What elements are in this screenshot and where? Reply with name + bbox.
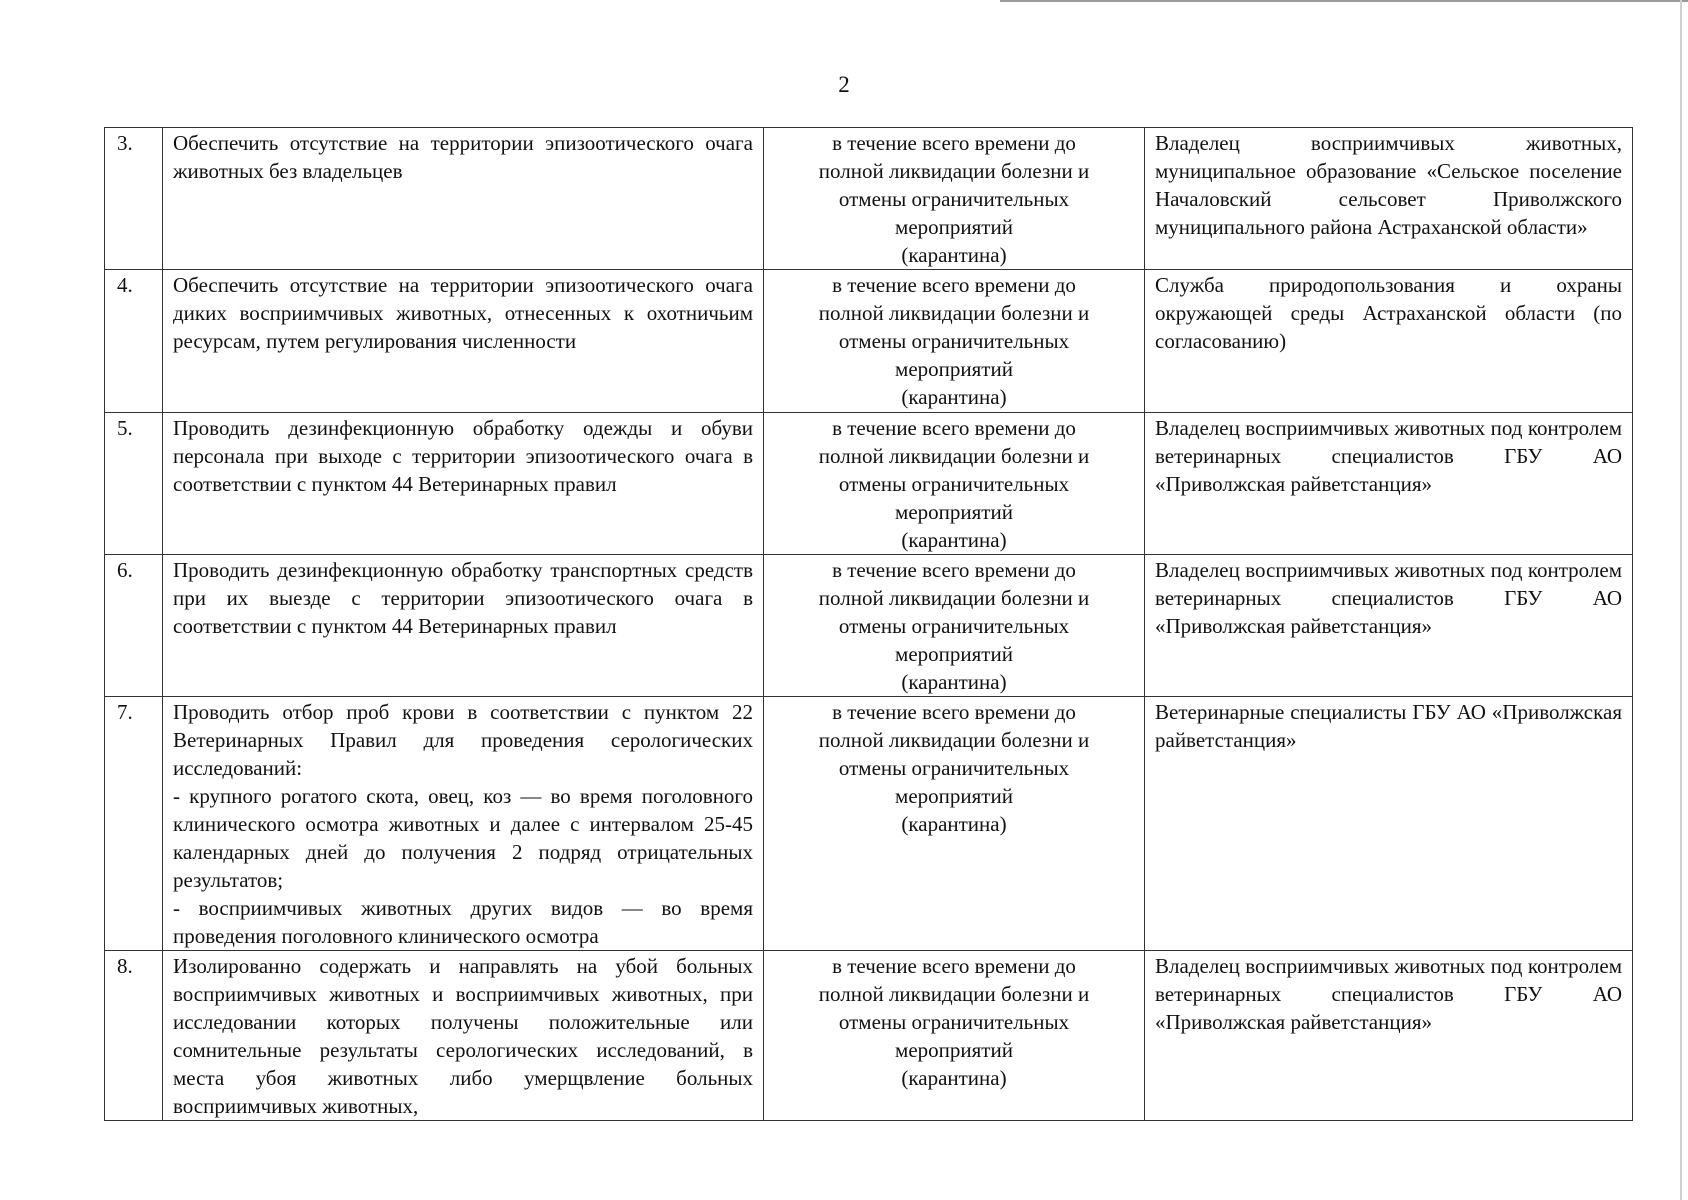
term-cell <box>764 413 1145 555</box>
term-line: в течение всего времени до <box>832 131 1076 155</box>
term-line: (карантина) <box>901 670 1007 694</box>
responsible-cell: Владелец восприимчивых животных под контролем ветеринарных специалистов ГБУ АО «Приволжская райветстанция» <box>1145 951 1633 1121</box>
row-number: 5. <box>105 413 163 555</box>
scan-edge-top <box>1000 0 1688 2</box>
term-cell <box>764 951 1145 1121</box>
measure-cell <box>163 697 764 951</box>
term-line: мероприятий <box>895 642 1013 666</box>
term-line: мероприятий <box>895 500 1013 524</box>
term-line: полной ликвидации болезни и <box>818 728 1090 752</box>
row-number: 8. <box>105 951 163 1121</box>
responsible-cell: Владелец восприимчивых животных под контролем ветеринарных специалистов ГБУ АО «Приволжская райветстанция» <box>1145 413 1633 555</box>
responsible-cell: Служба природопользования и охраны окружающей среды Астраханской области (по согласованию) <box>1145 270 1633 413</box>
row-number: 3. <box>105 128 163 270</box>
term-line: (карантина) <box>901 243 1007 267</box>
measure-paragraph: - крупного рогатого скота, овец, коз — во время поголовного клинического осмотра животных и далее с интервалом 25-45 календарных дней до получения 2 подряд отрицательных результатов; <box>173 784 753 892</box>
table-row <box>105 555 1633 697</box>
measure-paragraph: Проводить отбор проб крови в соответствии с пунктом 22 Ветеринарных Правил для проведения серологических исследований: <box>173 700 753 780</box>
table-row <box>105 697 1633 951</box>
row-number: 7. <box>105 697 163 951</box>
responsible-cell: Владелец восприимчивых животных под контролем ветеринарных специалистов ГБУ АО «Приволжская райветстанция» <box>1145 555 1633 697</box>
term-line: в течение всего времени до <box>832 700 1076 724</box>
term-line: мероприятий <box>895 1038 1013 1062</box>
term-line: полной ликвидации болезни и <box>818 159 1090 183</box>
term-line: в течение всего времени до <box>832 273 1076 297</box>
measures-table <box>104 127 1633 1121</box>
term-line: полной ликвидации болезни и <box>818 982 1090 1006</box>
measure-cell: Изолированно содержать и направлять на убой больных восприимчивых животных и восприимчивых животных, при исследовании которых получены положительные или сомнительные результаты серологических исследований, в места убоя животных либо умерщвление больных восприимчивых животных, <box>163 951 764 1121</box>
measure-cell: Обеспечить отсутствие на территории эпизоотического очага животных без владельцев <box>163 128 764 270</box>
term-line: в течение всего времени до <box>832 558 1076 582</box>
term-line: отмены ограничительных <box>838 472 1070 496</box>
measure-cell: Обеспечить отсутствие на территории эпизоотического очага диких восприимчивых животных, отнесенных к охотничьим ресурсам, путем регулирования численности <box>163 270 764 413</box>
term-cell <box>764 555 1145 697</box>
term-line: (карантина) <box>901 812 1007 836</box>
term-cell <box>764 128 1145 270</box>
measure-cell: Проводить дезинфекционную обработку одежды и обуви персонала при выходе с территории эпизоотического очага в соответствии с пунктом 44 Ветеринарных правил <box>163 413 764 555</box>
term-line: (карантина) <box>901 528 1007 552</box>
term-line: отмены ограничительных <box>838 329 1070 353</box>
table-row <box>105 413 1633 555</box>
row-number: 4. <box>105 270 163 413</box>
measure-cell: Проводить дезинфекционную обработку транспортных средств при их выезде с территории эпизоотического очага в соответствии с пунктом 44 Ветеринарных правил <box>163 555 764 697</box>
term-line: полной ликвидации болезни и <box>818 301 1090 325</box>
responsible-cell: Владелец восприимчивых животных, муниципальное образование «Сельское поселение Началовский сельсовет Приволжского муниципального района Астраханской области» <box>1145 128 1633 270</box>
term-line: отмены ограничительных <box>838 1010 1070 1034</box>
responsible-cell: Ветеринарные специалисты ГБУ АО «Приволжская райветстанция» <box>1145 697 1633 951</box>
term-line: полной ликвидации болезни и <box>818 444 1090 468</box>
term-line: отмены ограничительных <box>838 614 1070 638</box>
row-number: 6. <box>105 555 163 697</box>
term-line: отмены ограничительных <box>838 756 1070 780</box>
table-row <box>105 951 1633 1121</box>
term-line: отмены ограничительных <box>838 187 1070 211</box>
term-cell <box>764 697 1145 951</box>
term-line: (карантина) <box>901 385 1007 409</box>
term-line: полной ликвидации болезни и <box>818 586 1090 610</box>
term-line: в течение всего времени до <box>832 416 1076 440</box>
term-line: мероприятий <box>895 357 1013 381</box>
scan-edge-right <box>1680 0 1682 1200</box>
table-row <box>105 270 1633 413</box>
term-line: в течение всего времени до <box>832 954 1076 978</box>
page-number: 2 <box>838 72 850 97</box>
table-row <box>105 128 1633 270</box>
term-line: мероприятий <box>895 215 1013 239</box>
term-line: (карантина) <box>901 1066 1007 1090</box>
term-cell <box>764 270 1145 413</box>
term-line: мероприятий <box>895 784 1013 808</box>
measure-paragraph: - восприимчивых животных других видов — во время проведения поголовного клинического осмотра <box>173 896 753 948</box>
